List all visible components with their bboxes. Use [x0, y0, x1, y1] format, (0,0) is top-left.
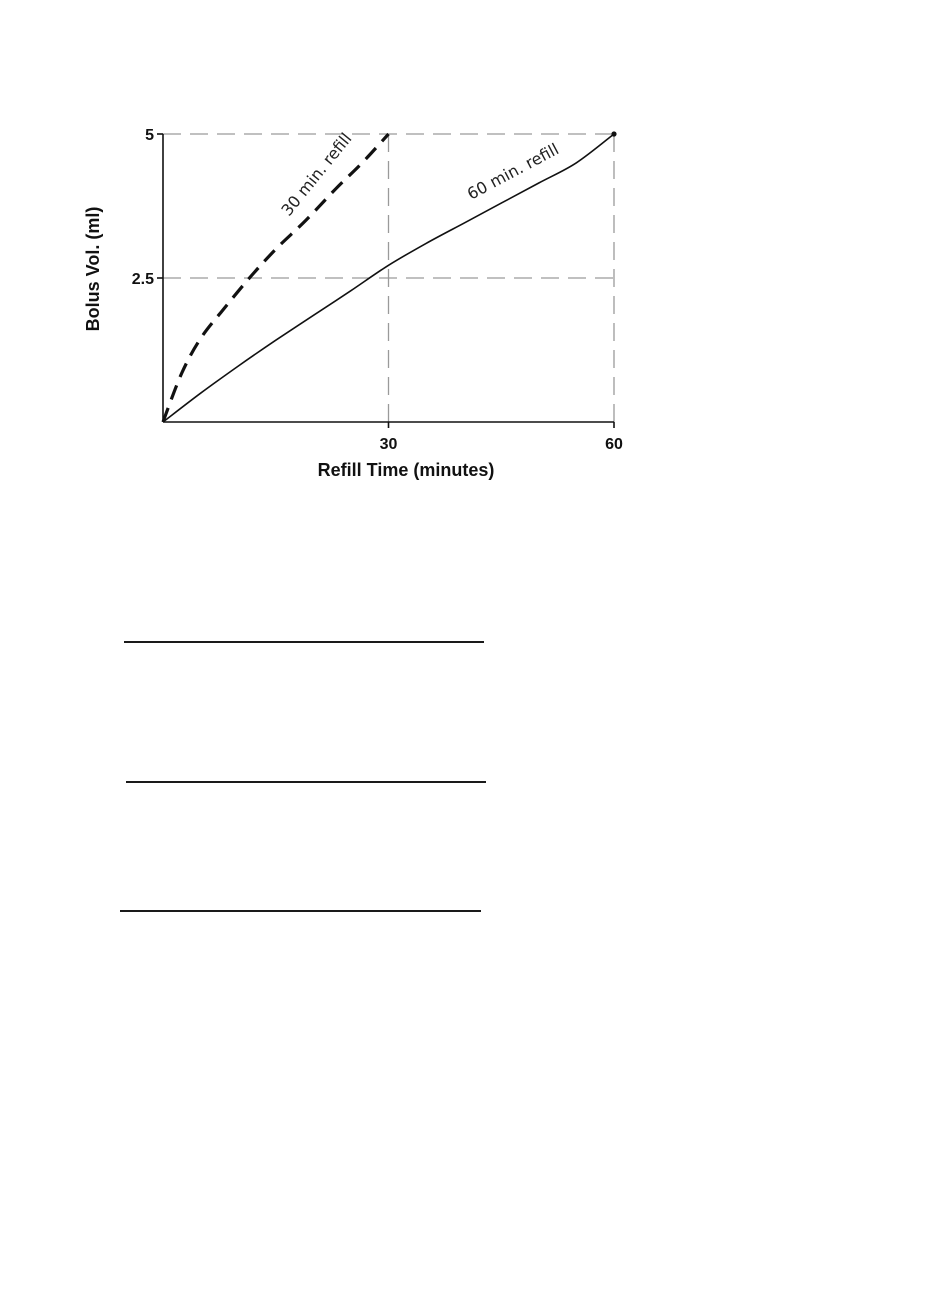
blank-answer-line-3 [120, 910, 481, 912]
y-tick-label-1: 5 [145, 127, 154, 144]
x-tick-label-0: 30 [379, 436, 398, 453]
blank-answer-line-2 [126, 781, 486, 783]
y-axis-title: Bolus Vol. (ml) [83, 206, 103, 332]
x-axis-title: Refill Time (minutes) [317, 460, 495, 480]
ticks [132, 127, 623, 453]
series-lines [163, 131, 617, 422]
x-tick-label-1: 60 [605, 436, 623, 453]
blank-answer-line-1 [124, 641, 484, 643]
series-label-30-min: 30 min. refill [277, 129, 356, 220]
series-label-60-min: 60 min. refill [463, 139, 562, 204]
y-tick-label-0: 2.5 [131, 271, 154, 288]
grid-lines [163, 134, 614, 422]
series-endpoint-1 [611, 131, 616, 136]
